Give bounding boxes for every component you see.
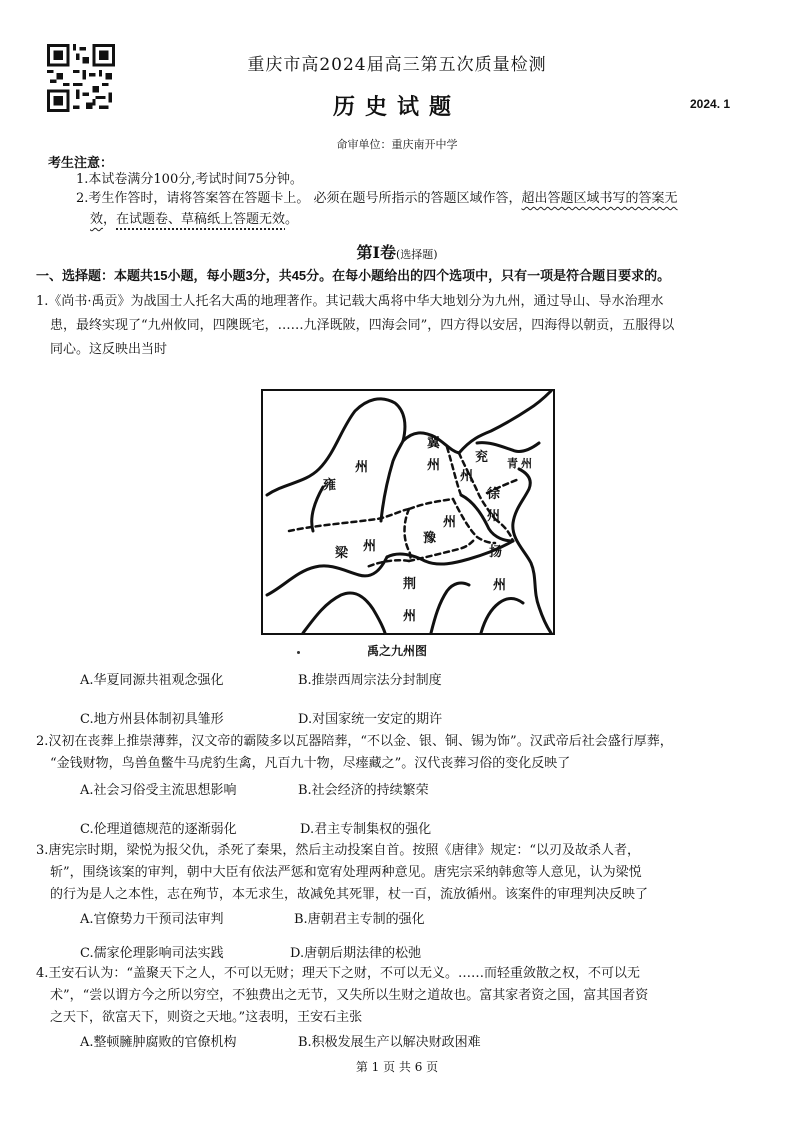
notice-item-2-cont: [90, 210, 298, 230]
map-label-xu: 徐: [487, 487, 501, 502]
map-yellow-river: [381, 441, 403, 521]
map-southwest-river: [267, 557, 387, 595]
question-4-option-a: A.整顿臃肿腐败的官僚机构: [80, 1035, 237, 1050]
map-label-qing: 青: [507, 457, 518, 470]
map-label-liang: 梁: [335, 546, 349, 561]
map-south-river-b: [431, 583, 469, 633]
question-2-option-c: C.伦理道德规范的逐渐弱化: [80, 822, 237, 837]
notice-item-2-dotted: 在试题卷、草稿纸上答题无效: [116, 212, 286, 227]
border-yu-jing: [409, 539, 475, 561]
map-label-jing-zhou: 州: [403, 609, 417, 624]
section-heading: 一、选择题：本题共15小题，每小题3分，共45分。在每小题给出的四个选项中，只有一项是符合题目要求的。: [36, 268, 671, 283]
map-south-river-c: [481, 599, 523, 634]
setting-unit: 命审单位：重庆南开中学: [336, 138, 458, 151]
border-liang-jing: [367, 560, 409, 567]
map-label-yang: 扬: [489, 545, 503, 560]
question-1-line-1: 1.《尚书·禹贡》为战国士人托名大禹的地理著作。其记载大禹将中华大地划分为九州，通过导山、导水治理水: [36, 294, 664, 309]
page-number: 第 1 页 共 6 页: [355, 1060, 439, 1074]
subject-title: 历史试题: [332, 94, 461, 120]
map-caption: 禹之九州图: [366, 644, 427, 658]
question-1-option-a: A.华夏同源共祖观念强化: [80, 673, 224, 688]
notice-item-2-text: 2.考生作答时，请将答案答在答题卡上。 必须在题号所指示的答题区域作答，: [76, 191, 522, 206]
part-heading: [0, 240, 794, 263]
map-label-yu-zhou: 州: [443, 515, 457, 530]
question-2-line-1: 2.汉初在丧葬上推崇薄葬，汉文帝的霸陵多以瓦器陪葬，“不以金、银、铜、锡为饰”。汉武帝后社会盛行厚葬，: [36, 734, 673, 749]
notice-heading: 考生注意：: [48, 155, 114, 170]
map-label-liang-zhou: 州: [363, 539, 377, 554]
question-4-line-1: 4.王安石认为：“盖聚天下之人，不可以无财；理天下之财，不可以无义。……而轻重敛散之权，不可以无: [36, 966, 641, 981]
map-label-ji: 冀: [427, 436, 441, 451]
question-1-line-2: 患，最终实现了“九州攸同，四隩既宅，……九泽既陂，四海会同”，四方得以安居，四海得以朝贡，五服得以: [50, 318, 675, 333]
border-ji-yu: [409, 499, 453, 509]
map-south-river-a: [303, 593, 385, 633]
map-label-yang-zhou: 州: [493, 578, 507, 593]
exam-date: 2024. 1: [690, 97, 731, 111]
question-3-option-d: D.唐朝后期法律的松弛: [290, 946, 422, 961]
notice-item-2-wavy-end: 效: [90, 212, 104, 227]
notice-item-2-comma: ，: [103, 212, 117, 227]
part-subtitle: (选择题): [395, 248, 438, 261]
question-1-option-d: D.对国家统一安定的期许: [298, 712, 443, 727]
map-west-inner: [312, 487, 323, 531]
map-label-yan: 兖: [475, 450, 489, 465]
question-4-line-3: 之天下，欲富天下，则资之天地。”这表明，王安石主张: [50, 1010, 363, 1025]
question-3-option-a: A.官僚势力干预司法审判: [80, 912, 224, 927]
notice-item-2: [76, 189, 678, 209]
notice-item-1: 1.本试卷满分100分,考试时间75分钟。: [76, 172, 303, 187]
question-4-line-2: 术”，“尝以谓方今之所以穷空，不独费出之无节，又失所以生财之道故也。富其家者资之国，富其国者资: [50, 988, 649, 1003]
question-3-option-c: C.儒家伦理影响司法实践: [80, 946, 224, 961]
part-title: 第Ⅰ卷: [356, 243, 396, 262]
question-1-line-3: 同心。这反映出当时: [50, 342, 168, 357]
question-2-line-2: “金钱财物，鸟兽鱼鳖牛马虎豹生禽，凡百九十物，尽瘗藏之”。汉代丧葬习俗的变化反映了: [50, 756, 571, 771]
map-label-qing-zhou: 州: [521, 457, 532, 470]
question-3-option-b: B.唐朝君主专制的强化: [294, 912, 425, 927]
map-label-yong: 雍: [323, 478, 337, 493]
map-label-ji-zhou: 州: [427, 458, 441, 473]
question-1-option-b: B.推崇西周宗法分封制度: [298, 673, 442, 688]
border-yong-liang: [289, 509, 409, 531]
question-3-line-1: 3.唐宪宗时期，梁悦为报父仇，杀死了秦果，然后主动投案自首。按照《唐律》规定：“以刃及故杀人者，: [36, 843, 641, 858]
question-4-option-b: B.积极发展生产以解决财政困难: [298, 1035, 481, 1050]
notice-item-2-wavy: 超出答题区域书写的答案无: [521, 191, 678, 206]
question-1-option-c: C.地方州县体制初具雏形: [80, 712, 224, 727]
question-2-option-d: D.君主专制集权的强化: [300, 822, 432, 837]
map-coast-east: [513, 469, 551, 633]
map-label-yu: 豫: [423, 531, 437, 546]
nine-provinces-map: [261, 389, 555, 635]
question-3-line-2: 斩”，围绕该案的审判，朝中大臣有依法严惩和宽宥处理两种意见。唐宪宗采纳韩愈等人意见，认为梁悦: [50, 865, 642, 880]
map-label-jing: 荆: [403, 577, 417, 592]
map-label-yan-zhou: 州: [460, 469, 474, 484]
question-2-option-a: A.社会习俗受主流思想影响: [80, 783, 237, 798]
question-3-line-3: 的行为是人之本性，志在殉节，本无求生，故减免其死罪，杖一百，流放循州。该案件的审理判决反映了: [50, 887, 649, 902]
notice-item-2-period: 。: [285, 212, 299, 227]
question-2-option-b: B.社会经济的持续繁荣: [298, 783, 429, 798]
map-label-yong-zhou: 州: [355, 460, 369, 475]
map-drawing: [263, 391, 553, 633]
map-label-xu-zhou: 州: [487, 509, 501, 524]
exam-title: 重庆市高2024届高三第五次质量检测: [247, 55, 547, 75]
